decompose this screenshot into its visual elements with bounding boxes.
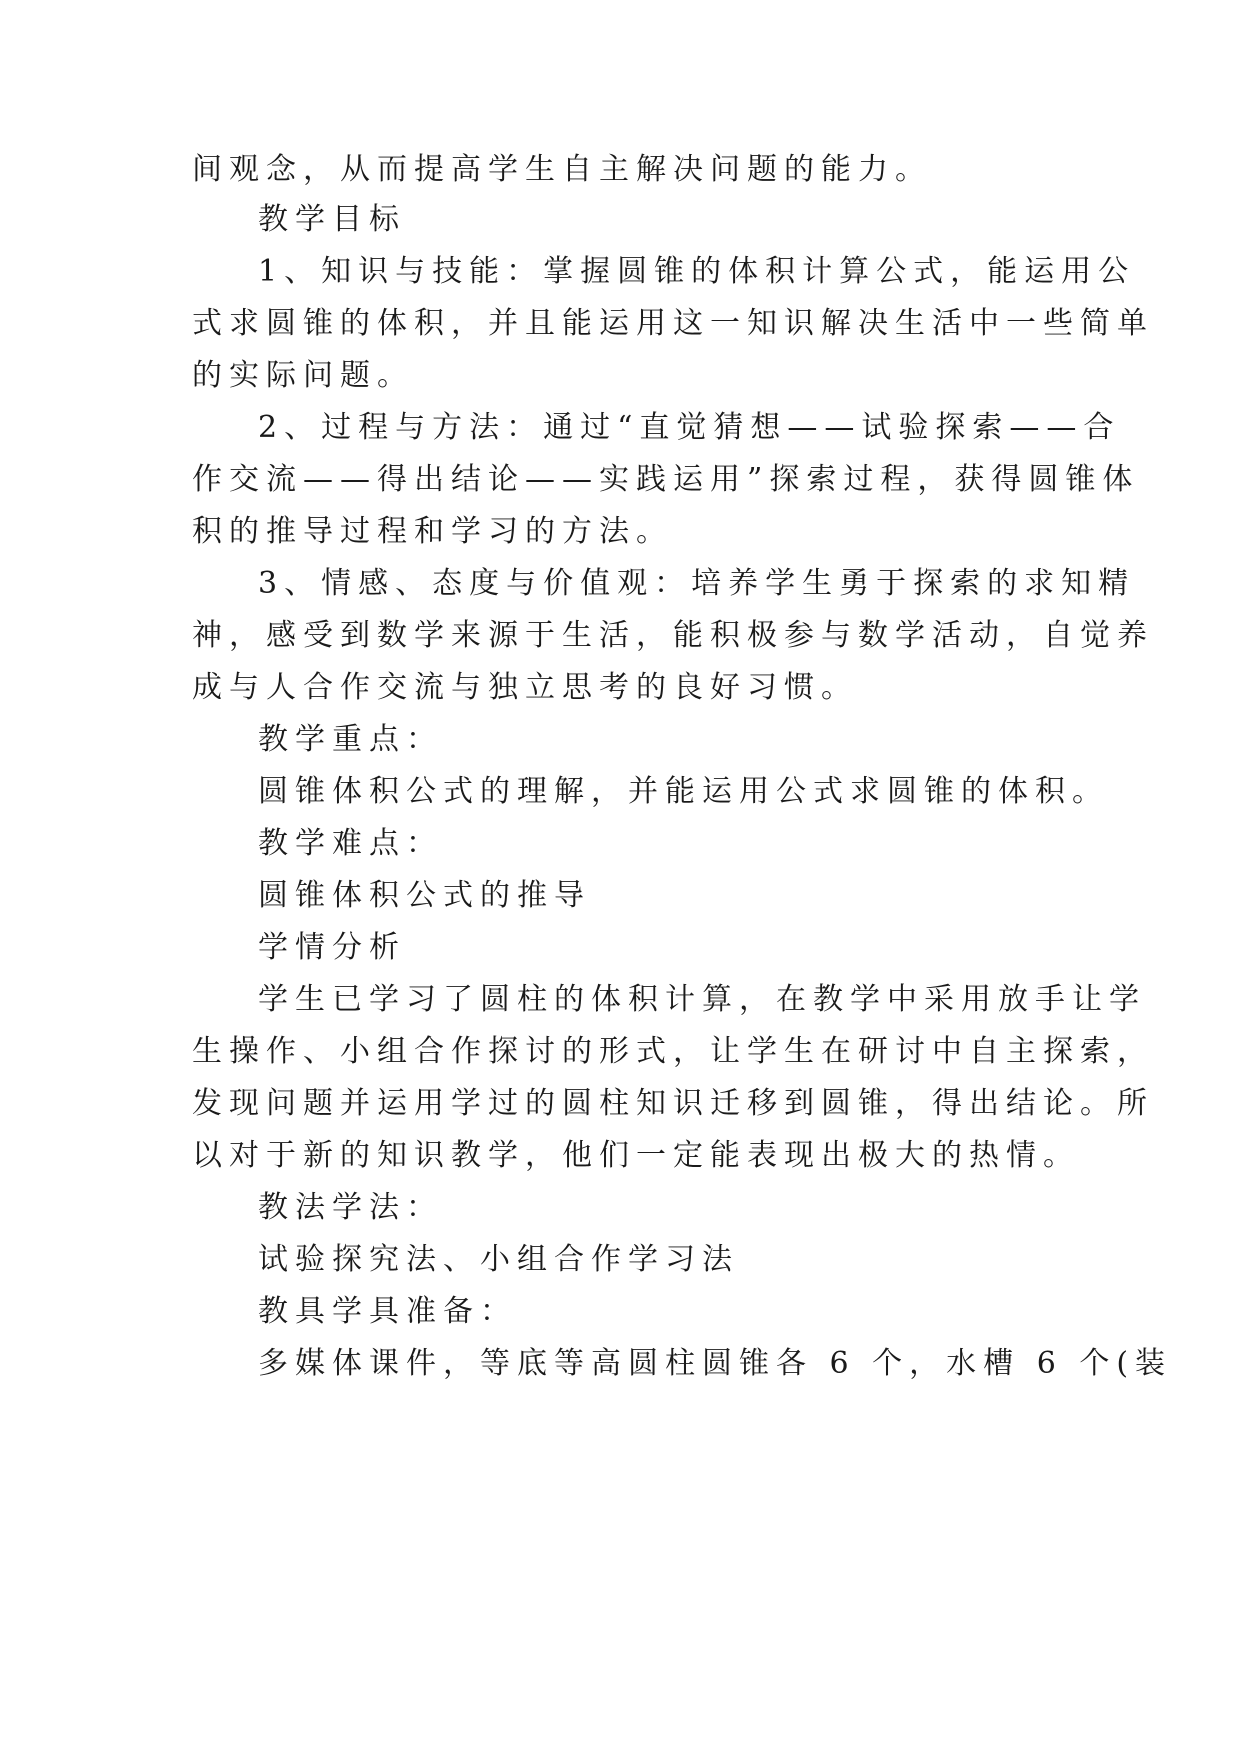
- text-line: 发现问题并运用学过的圆柱知识迁移到圆锥，得出结论。所: [192, 1086, 1154, 1121]
- text-line: 生操作、小组合作探讨的形式，让学生在研讨中自主探索，: [192, 1034, 1154, 1069]
- document-page: [192, 0, 1173, 1754]
- text-line: 多媒体课件，等底等高圆柱圆锥各 6 个，水槽 6 个(装: [258, 1346, 1173, 1381]
- text-line: 3、情感、态度与价值观：培养学生勇于探索的求知精: [258, 566, 1136, 601]
- text-line: 以对于新的知识教学，他们一定能表现出极大的热情。: [192, 1138, 1080, 1173]
- text-line: 成与人合作交流与独立思考的良好习惯。: [192, 670, 858, 705]
- heading-key-points: 教学重点：: [258, 722, 443, 757]
- text-line: 学生已学习了圆柱的体积计算，在教学中采用放手让学: [258, 982, 1146, 1017]
- text-line: 圆锥体积公式的理解，并能运用公式求圆锥的体积。: [258, 774, 1109, 809]
- heading-materials: 教具学具准备：: [258, 1294, 517, 1329]
- heading-difficulties: 教学难点：: [258, 826, 443, 861]
- text-line: 作交流——得出结论——实践运用”探索过程，获得圆锥体: [192, 462, 1140, 497]
- text-line: 积的推导过程和学习的方法。: [192, 514, 673, 549]
- text-line: 试验探究法、小组合作学习法: [258, 1242, 739, 1277]
- heading-learner-analysis: 学情分析: [258, 930, 406, 965]
- text-line: 圆锥体积公式的推导: [258, 878, 591, 913]
- text-line: 的实际问题。: [192, 358, 414, 393]
- heading-teaching-goals: 教学目标: [258, 202, 406, 237]
- text-line: 2、过程与方法：通过“直觉猜想——试验探索——合: [258, 410, 1121, 445]
- text-line: 式求圆锥的体积，并且能运用这一知识解决生活中一些简单: [192, 306, 1154, 341]
- heading-methods: 教法学法：: [258, 1190, 443, 1225]
- text-line: 1、知识与技能：掌握圆锥的体积计算公式，能运用公: [258, 254, 1136, 289]
- text-line: 神，感受到数学来源于生活，能积极参与数学活动，自觉养: [192, 618, 1154, 653]
- text-line: 间观念，从而提高学生自主解决问题的能力。: [192, 152, 932, 187]
